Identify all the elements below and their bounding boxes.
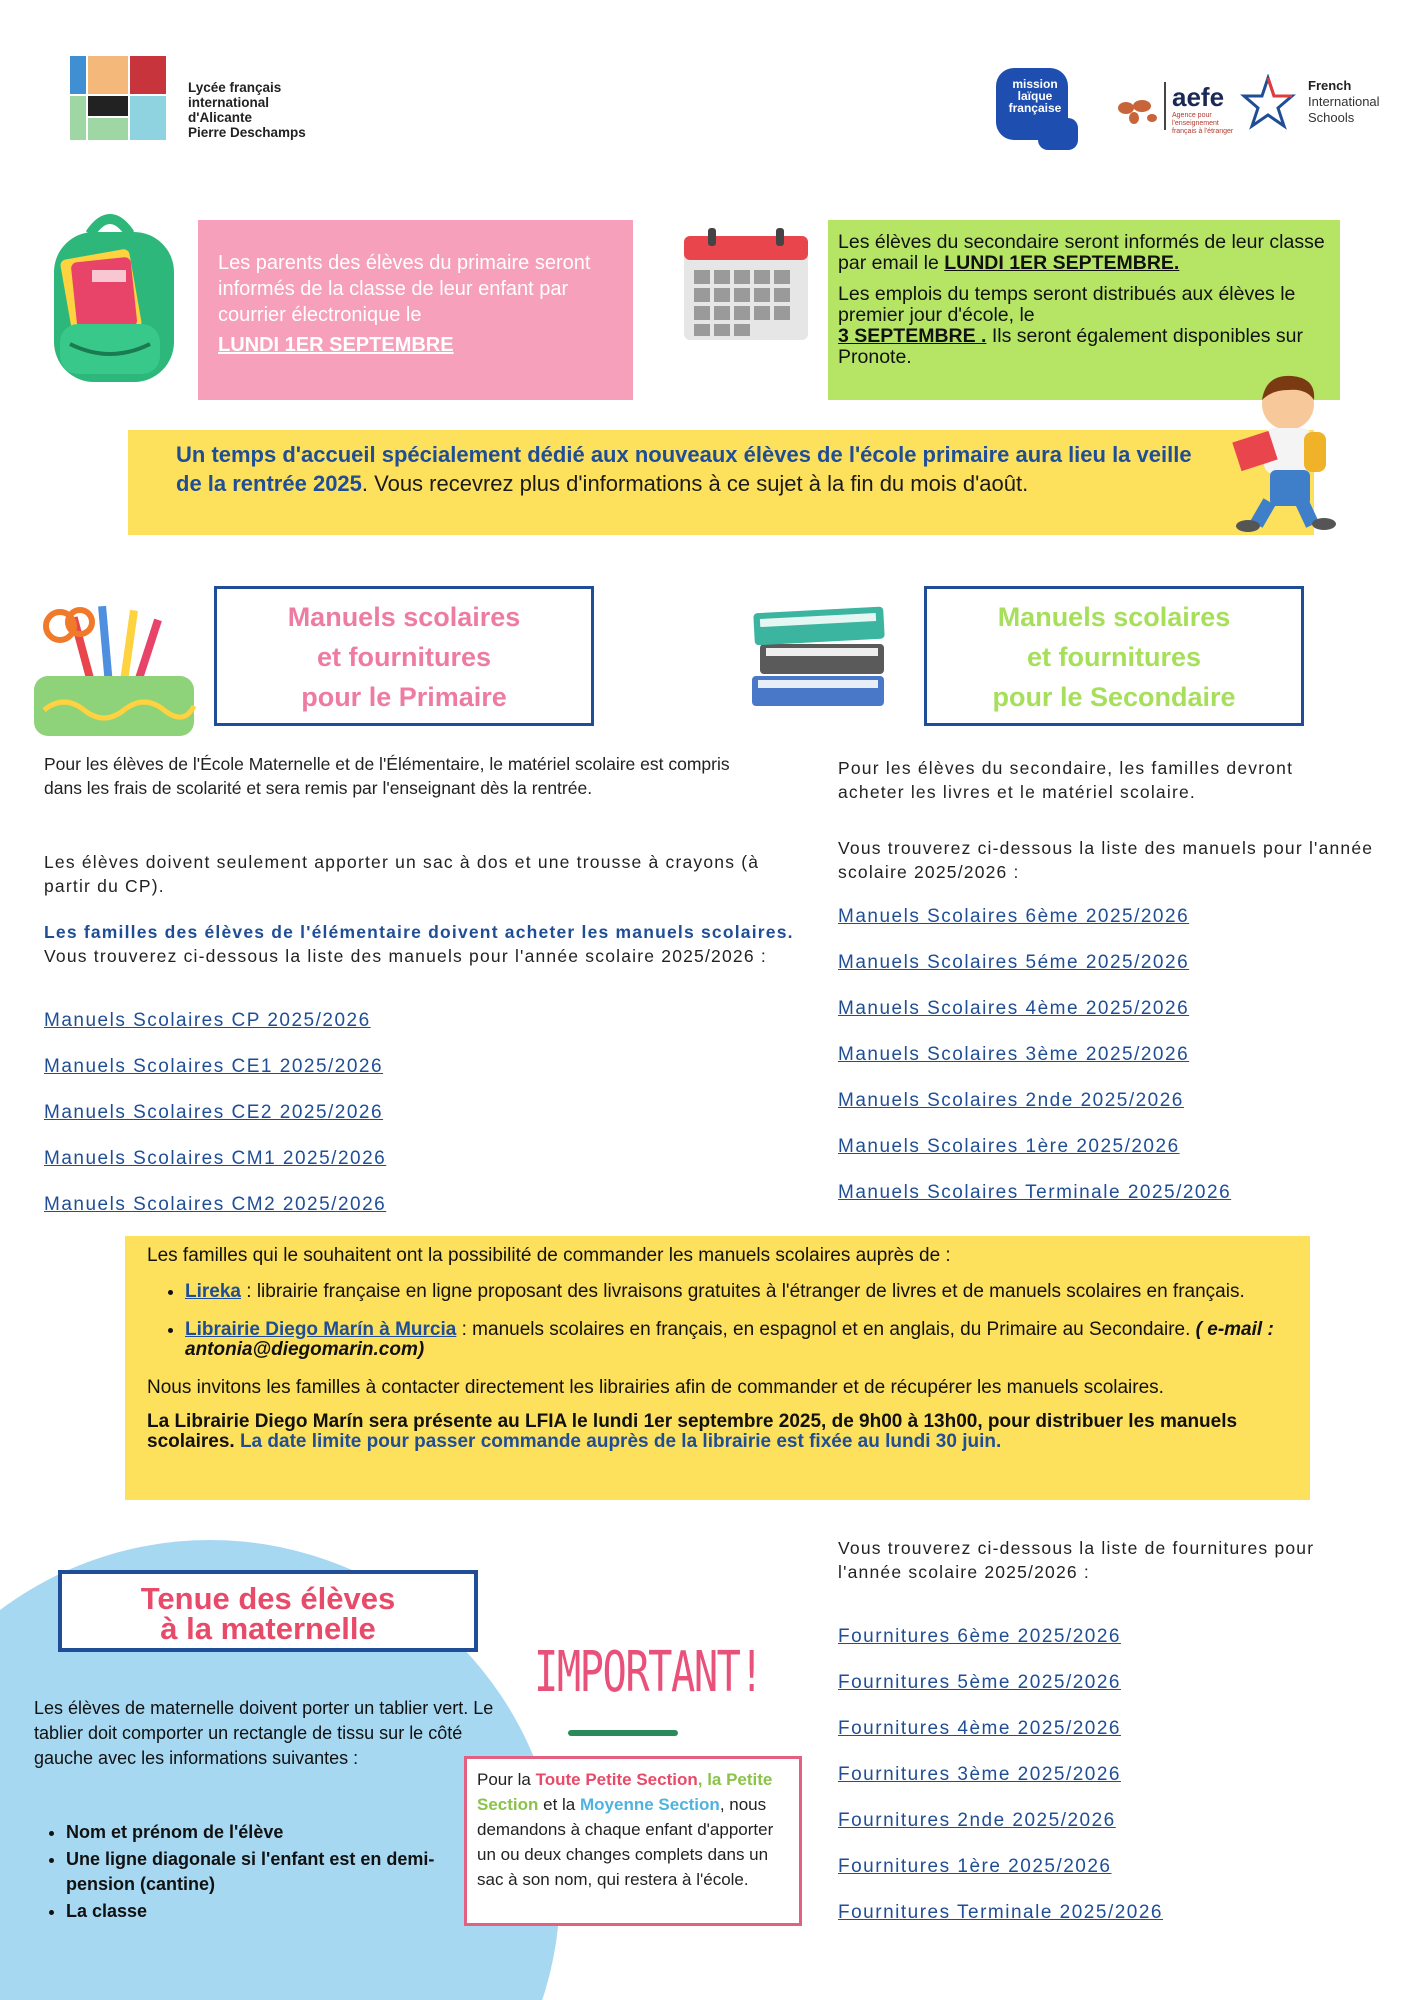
fournitures-intro: Vous trouverez ci-dessous la liste de fournitures pour l'année scolaire 2025/2026 :: [838, 1538, 1315, 1582]
order-item-diego-marin: • Librairie Diego Marín à Murcia : manuels scolaires en français, en espagnol et en anglais, du Primaire au Secondaire. ( e-mail : antonia@diegomarin.com): [185, 1320, 1290, 1360]
school-supplies-icon: [30, 596, 200, 740]
maternelle-text: Les élèves de maternelle doivent porter un tablier vert. Le tablier doit comporter un rectangle de tissu sur le côté gauche avec les informations suivantes :: [34, 1698, 494, 1768]
tenue-title: Tenue des élèves à la maternelle: [58, 1570, 478, 1652]
school-logo: [70, 56, 166, 140]
link-manuels-2nde[interactable]: Manuels Scolaires 2nde 2025/2026: [838, 1090, 1184, 1111]
link-manuels-cp[interactable]: Manuels Scolaires CP 2025/2026: [44, 1010, 371, 1031]
link-manuels-5eme[interactable]: Manuels Scolaires 5éme 2025/2026: [838, 952, 1190, 973]
secondary-notice-p2: Les emplois du temps seront distribués aux élèves le premier jour d'école, le 3 SEPTEMBRE . Ils seront également disponibles sur Pronote.: [838, 283, 1303, 368]
primaire-paragraph-3: Les familles des élèves de l'élémentaire doivent acheter les manuels scolaires. Vous trouverez ci-dessous la liste des manuels pour l'année scolaire 2025/2026 :: [44, 922, 794, 966]
calendar-icon: [682, 226, 810, 344]
world-map-icon: [1116, 96, 1160, 126]
link-manuels-3eme[interactable]: Manuels Scolaires 3ème 2025/2026: [838, 1044, 1190, 1065]
important-heading: IMPORTANT!: [534, 1640, 763, 1705]
primary-class-notice: [198, 220, 633, 400]
primaire-paragraph-1: Pour les élèves de l'École Maternelle et de l'Élémentaire, le matériel scolaire est compris dans les frais de scolarité et sera remis par l'enseignant dès la rentrée.: [44, 754, 730, 798]
secondaire-paragraph-1: Pour les élèves du secondaire, les familles devront acheter les livres et le matériel scolaire.: [838, 758, 1294, 802]
order-contact: Nous invitons les familles à contacter directement les librairies afin de commander et de récupérer les manuels scolaires.: [147, 1377, 1164, 1398]
list-item: • La classe: [66, 1899, 460, 1924]
student-reading-icon: [1226, 370, 1346, 536]
books-stack-icon: [748, 600, 888, 712]
link-fournitures-4eme[interactable]: Fournitures 4ème 2025/2026: [838, 1718, 1121, 1739]
link-manuels-6eme[interactable]: Manuels Scolaires 6ème 2025/2026: [838, 906, 1190, 927]
link-lireka[interactable]: Lireka: [185, 1281, 241, 1302]
secondaire-paragraph-2: Vous trouverez ci-dessous la liste des manuels pour l'année scolaire 2025/2026 :: [838, 838, 1374, 882]
link-manuels-1ere[interactable]: Manuels Scolaires 1ère 2025/2026: [838, 1136, 1180, 1157]
secondaire-title: Manuels scolaires et fournitures pour le Secondaire: [924, 586, 1304, 726]
aefe-logo: aefe: [1172, 82, 1225, 112]
partner-logos: [996, 62, 1396, 152]
backpack-icon: [30, 204, 194, 384]
mlf-logo-text: mission laïque française: [1008, 77, 1062, 115]
order-intro: Les familles qui le souhaitent ont la possibilité de commander les manuels scolaires auprès de :: [147, 1245, 951, 1266]
order-deadline: La Librairie Diego Marín sera présente au LFIA le lundi 1er septembre 2025, de 9h00 à 13h00, pour distribuer les manuels scolaires. La date limite pour passer commande auprès de la librairie est fixée au lundi 30 juin.: [147, 1411, 1238, 1452]
link-manuels-cm1[interactable]: Manuels Scolaires CM1 2025/2026: [44, 1148, 387, 1169]
link-manuels-terminale[interactable]: Manuels Scolaires Terminale 2025/2026: [838, 1182, 1232, 1203]
welcome-bold: Un temps d'accueil spécialement dédié aux nouveaux élèves de l'école primaire aura lieu la veille de la rentrée 2025: [176, 442, 1192, 496]
link-fournitures-1ere[interactable]: Fournitures 1ère 2025/2026: [838, 1856, 1112, 1877]
link-manuels-4eme[interactable]: Manuels Scolaires 4ème 2025/2026: [838, 998, 1190, 1019]
school-name: Lycée français international d'Alicante Pierre Deschamps: [188, 80, 306, 140]
primary-notice-date: LUNDI 1ER SEPTEMBRE: [218, 334, 454, 356]
welcome-banner: [128, 430, 1314, 535]
link-manuels-ce2[interactable]: Manuels Scolaires CE2 2025/2026: [44, 1102, 384, 1123]
maternelle-list: [40, 1820, 460, 1926]
welcome-rest: . Vous recevrez plus d'informations à ce sujet à la fin du mois d'août.: [361, 471, 1029, 496]
secondary-notice-p1: Les élèves du secondaire seront informés de leur classe par email le LUNDI 1ER SEPTEMBRE.: [838, 231, 1325, 274]
primary-notice-text: Les parents des élèves du primaire seront informés de la classe de leur enfant par courrier électronique le: [218, 252, 591, 326]
link-fournitures-6eme[interactable]: Fournitures 6ème 2025/2026: [838, 1626, 1121, 1647]
fis-logo-text: French International Schools: [1308, 78, 1380, 125]
link-fournitures-5eme[interactable]: Fournitures 5ème 2025/2026: [838, 1672, 1121, 1693]
primaire-paragraph-2: Les élèves doivent seulement apporter un sac à dos et une trousse à crayons (à partir du CP).: [44, 852, 760, 896]
primaire-title: Manuels scolaires et fournitures pour le Primaire: [214, 586, 594, 726]
order-info-box: [125, 1236, 1310, 1500]
list-item: • Nom et prénom de l'élève: [66, 1820, 460, 1845]
order-item-lireka: • Lireka : librairie française en ligne proposant des livraisons gratuites à l'étranger de livres et de manuels scolaires en français.: [185, 1282, 1290, 1302]
aefe-subtitle: Agence pour l'enseignement français à l'étranger: [1172, 112, 1234, 135]
link-manuels-cm2[interactable]: Manuels Scolaires CM2 2025/2026: [44, 1194, 387, 1215]
important-underline: [568, 1730, 678, 1736]
important-box: Pour la Toute Petite Section, la Petite Section et la Moyenne Section, nous demandons à chaque enfant d'apporter un ou deux changes complets dans un sac à son nom, qui restera à l'école.: [464, 1756, 802, 1926]
link-diego-marin[interactable]: Librairie Diego Marín à Murcia: [185, 1319, 457, 1340]
list-item: • Une ligne diagonale si l'enfant est en demi-pension (cantine): [66, 1847, 460, 1897]
link-manuels-ce1[interactable]: Manuels Scolaires CE1 2025/2026: [44, 1056, 384, 1077]
link-fournitures-3eme[interactable]: Fournitures 3ème 2025/2026: [838, 1764, 1121, 1785]
link-fournitures-2nde[interactable]: Fournitures 2nde 2025/2026: [838, 1810, 1116, 1831]
link-fournitures-terminale[interactable]: Fournitures Terminale 2025/2026: [838, 1902, 1163, 1923]
fis-star-icon: [1240, 74, 1296, 132]
